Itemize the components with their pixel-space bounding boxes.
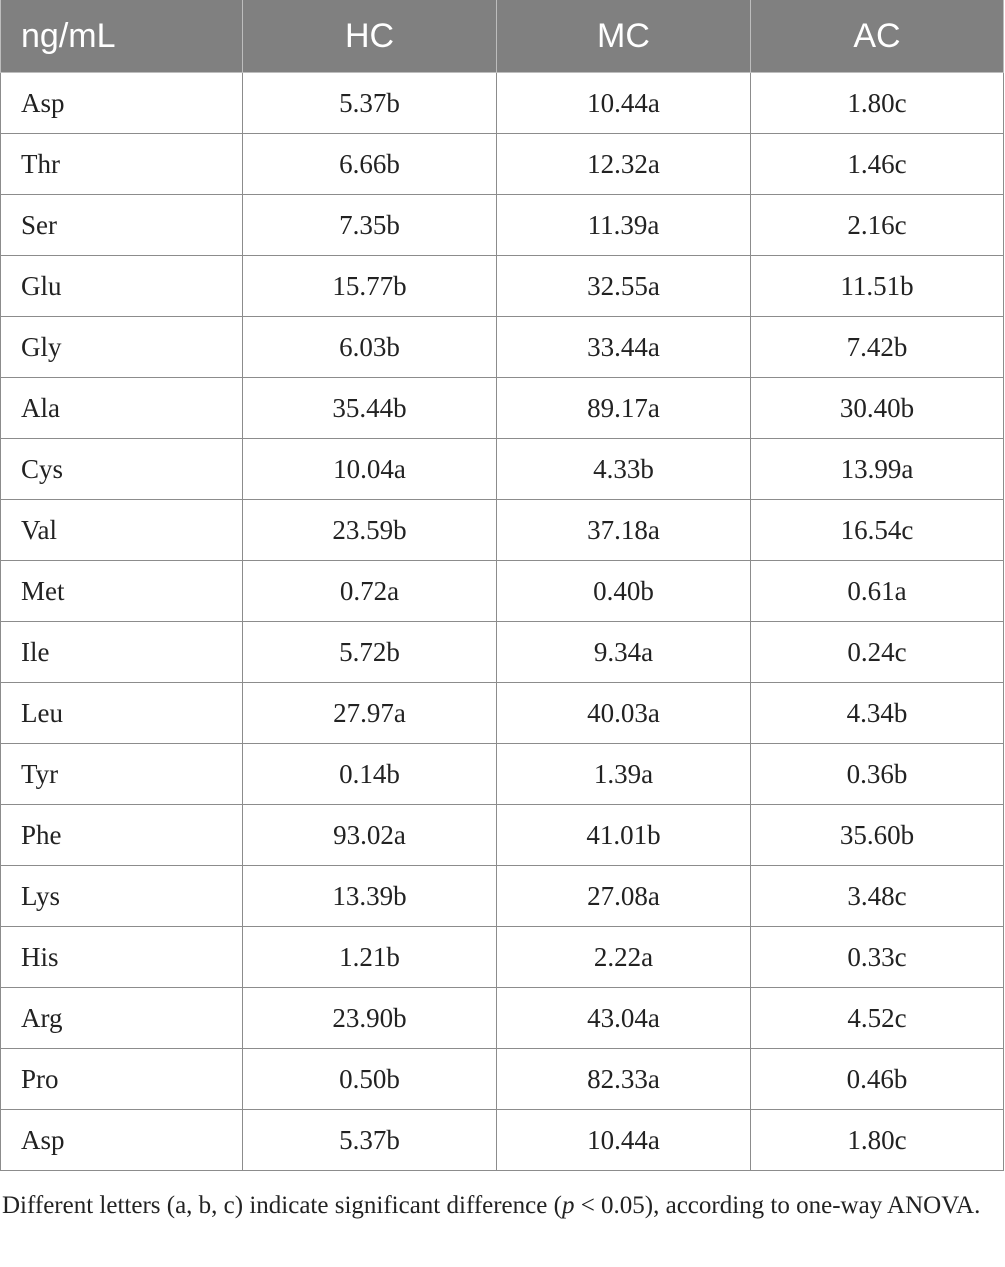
table-row — [1, 134, 1004, 195]
amino-acid-cell: Ala — [1, 378, 243, 439]
hc-value-cell: 15.77b — [243, 256, 497, 317]
ac-value-cell: 4.52c — [751, 988, 1004, 1049]
mc-value-cell: 2.22a — [497, 927, 751, 988]
amino-acid-cell: Val — [1, 500, 243, 561]
amino-acid-cell: Tyr — [1, 744, 243, 805]
mc-value-cell: 37.18a — [497, 500, 751, 561]
hc-value-cell: 5.37b — [243, 1110, 497, 1171]
amino-acid-cell: Glu — [1, 256, 243, 317]
mc-value-cell: 10.44a — [497, 73, 751, 134]
table-row — [1, 1049, 1004, 1110]
mc-value-cell: 89.17a — [497, 378, 751, 439]
amino-acid-cell: Asp — [1, 73, 243, 134]
amino-acid-cell: Leu — [1, 683, 243, 744]
table-row — [1, 927, 1004, 988]
ac-value-cell: 2.16c — [751, 195, 1004, 256]
ac-value-cell: 30.40b — [751, 378, 1004, 439]
hc-value-cell: 35.44b — [243, 378, 497, 439]
table-row — [1, 988, 1004, 1049]
amino-acid-cell: Ile — [1, 622, 243, 683]
header-hc: HC — [243, 0, 497, 73]
hc-value-cell: 27.97a — [243, 683, 497, 744]
ac-value-cell: 1.80c — [751, 73, 1004, 134]
table-row — [1, 317, 1004, 378]
amino-acid-cell: Lys — [1, 866, 243, 927]
table-row — [1, 1110, 1004, 1171]
hc-value-cell: 0.14b — [243, 744, 497, 805]
ac-value-cell: 35.60b — [751, 805, 1004, 866]
table-row — [1, 378, 1004, 439]
amino-acid-cell: His — [1, 927, 243, 988]
ac-value-cell: 16.54c — [751, 500, 1004, 561]
mc-value-cell: 41.01b — [497, 805, 751, 866]
mc-value-cell: 43.04a — [497, 988, 751, 1049]
hc-value-cell: 10.04a — [243, 439, 497, 500]
table-footnote — [2, 1188, 992, 1224]
table-header — [1, 0, 1004, 73]
ac-value-cell: 7.42b — [751, 317, 1004, 378]
hc-value-cell: 23.90b — [243, 988, 497, 1049]
amino-acid-cell: Phe — [1, 805, 243, 866]
mc-value-cell: 82.33a — [497, 1049, 751, 1110]
mc-value-cell: 1.39a — [497, 744, 751, 805]
ac-value-cell: 1.46c — [751, 134, 1004, 195]
hc-value-cell: 13.39b — [243, 866, 497, 927]
ac-value-cell: 3.48c — [751, 866, 1004, 927]
ac-value-cell: 0.33c — [751, 927, 1004, 988]
mc-value-cell: 40.03a — [497, 683, 751, 744]
table-row — [1, 195, 1004, 256]
table-row — [1, 439, 1004, 500]
table-body — [1, 73, 1004, 1171]
mc-value-cell: 27.08a — [497, 866, 751, 927]
table-row — [1, 73, 1004, 134]
mc-value-cell: 4.33b — [497, 439, 751, 500]
ac-value-cell: 0.61a — [751, 561, 1004, 622]
table-row — [1, 256, 1004, 317]
table-row — [1, 622, 1004, 683]
amino-acid-cell: Thr — [1, 134, 243, 195]
amino-acid-cell: Met — [1, 561, 243, 622]
header-ac: AC — [751, 0, 1004, 73]
ac-value-cell: 0.24c — [751, 622, 1004, 683]
mc-value-cell: 10.44a — [497, 1110, 751, 1171]
ac-value-cell: 0.36b — [751, 744, 1004, 805]
amino-acid-cell: Cys — [1, 439, 243, 500]
mc-value-cell: 32.55a — [497, 256, 751, 317]
table-row — [1, 744, 1004, 805]
footnote-text-after: < 0.05), according to one-way ANOVA. — [574, 1192, 981, 1219]
mc-value-cell: 9.34a — [497, 622, 751, 683]
footnote-p-symbol: p — [561, 1192, 575, 1219]
footnote-text-before: Different letters (a, b, c) indicate significant difference ( — [2, 1192, 562, 1219]
ac-value-cell: 13.99a — [751, 439, 1004, 500]
amino-acid-cell: Pro — [1, 1049, 243, 1110]
amino-acid-cell: Asp — [1, 1110, 243, 1171]
hc-value-cell: 5.37b — [243, 73, 497, 134]
hc-value-cell: 5.72b — [243, 622, 497, 683]
ac-value-cell: 4.34b — [751, 683, 1004, 744]
table-row — [1, 500, 1004, 561]
ac-value-cell: 11.51b — [751, 256, 1004, 317]
hc-value-cell: 0.50b — [243, 1049, 497, 1110]
table-row — [1, 683, 1004, 744]
mc-value-cell: 33.44a — [497, 317, 751, 378]
amino-acid-cell: Gly — [1, 317, 243, 378]
mc-value-cell: 12.32a — [497, 134, 751, 195]
ac-value-cell: 0.46b — [751, 1049, 1004, 1110]
amino-acid-cell: Arg — [1, 988, 243, 1049]
header-unit: ng/mL — [1, 0, 243, 73]
mc-value-cell: 11.39a — [497, 195, 751, 256]
hc-value-cell: 0.72a — [243, 561, 497, 622]
header-row — [1, 0, 1004, 73]
amino-acid-cell: Ser — [1, 195, 243, 256]
table-row — [1, 866, 1004, 927]
table-row — [1, 561, 1004, 622]
hc-value-cell: 1.21b — [243, 927, 497, 988]
ac-value-cell: 1.80c — [751, 1110, 1004, 1171]
hc-value-cell: 93.02a — [243, 805, 497, 866]
hc-value-cell: 6.03b — [243, 317, 497, 378]
mc-value-cell: 0.40b — [497, 561, 751, 622]
hc-value-cell: 23.59b — [243, 500, 497, 561]
hc-value-cell: 6.66b — [243, 134, 497, 195]
table-row — [1, 805, 1004, 866]
hc-value-cell: 7.35b — [243, 195, 497, 256]
header-mc: MC — [497, 0, 751, 73]
